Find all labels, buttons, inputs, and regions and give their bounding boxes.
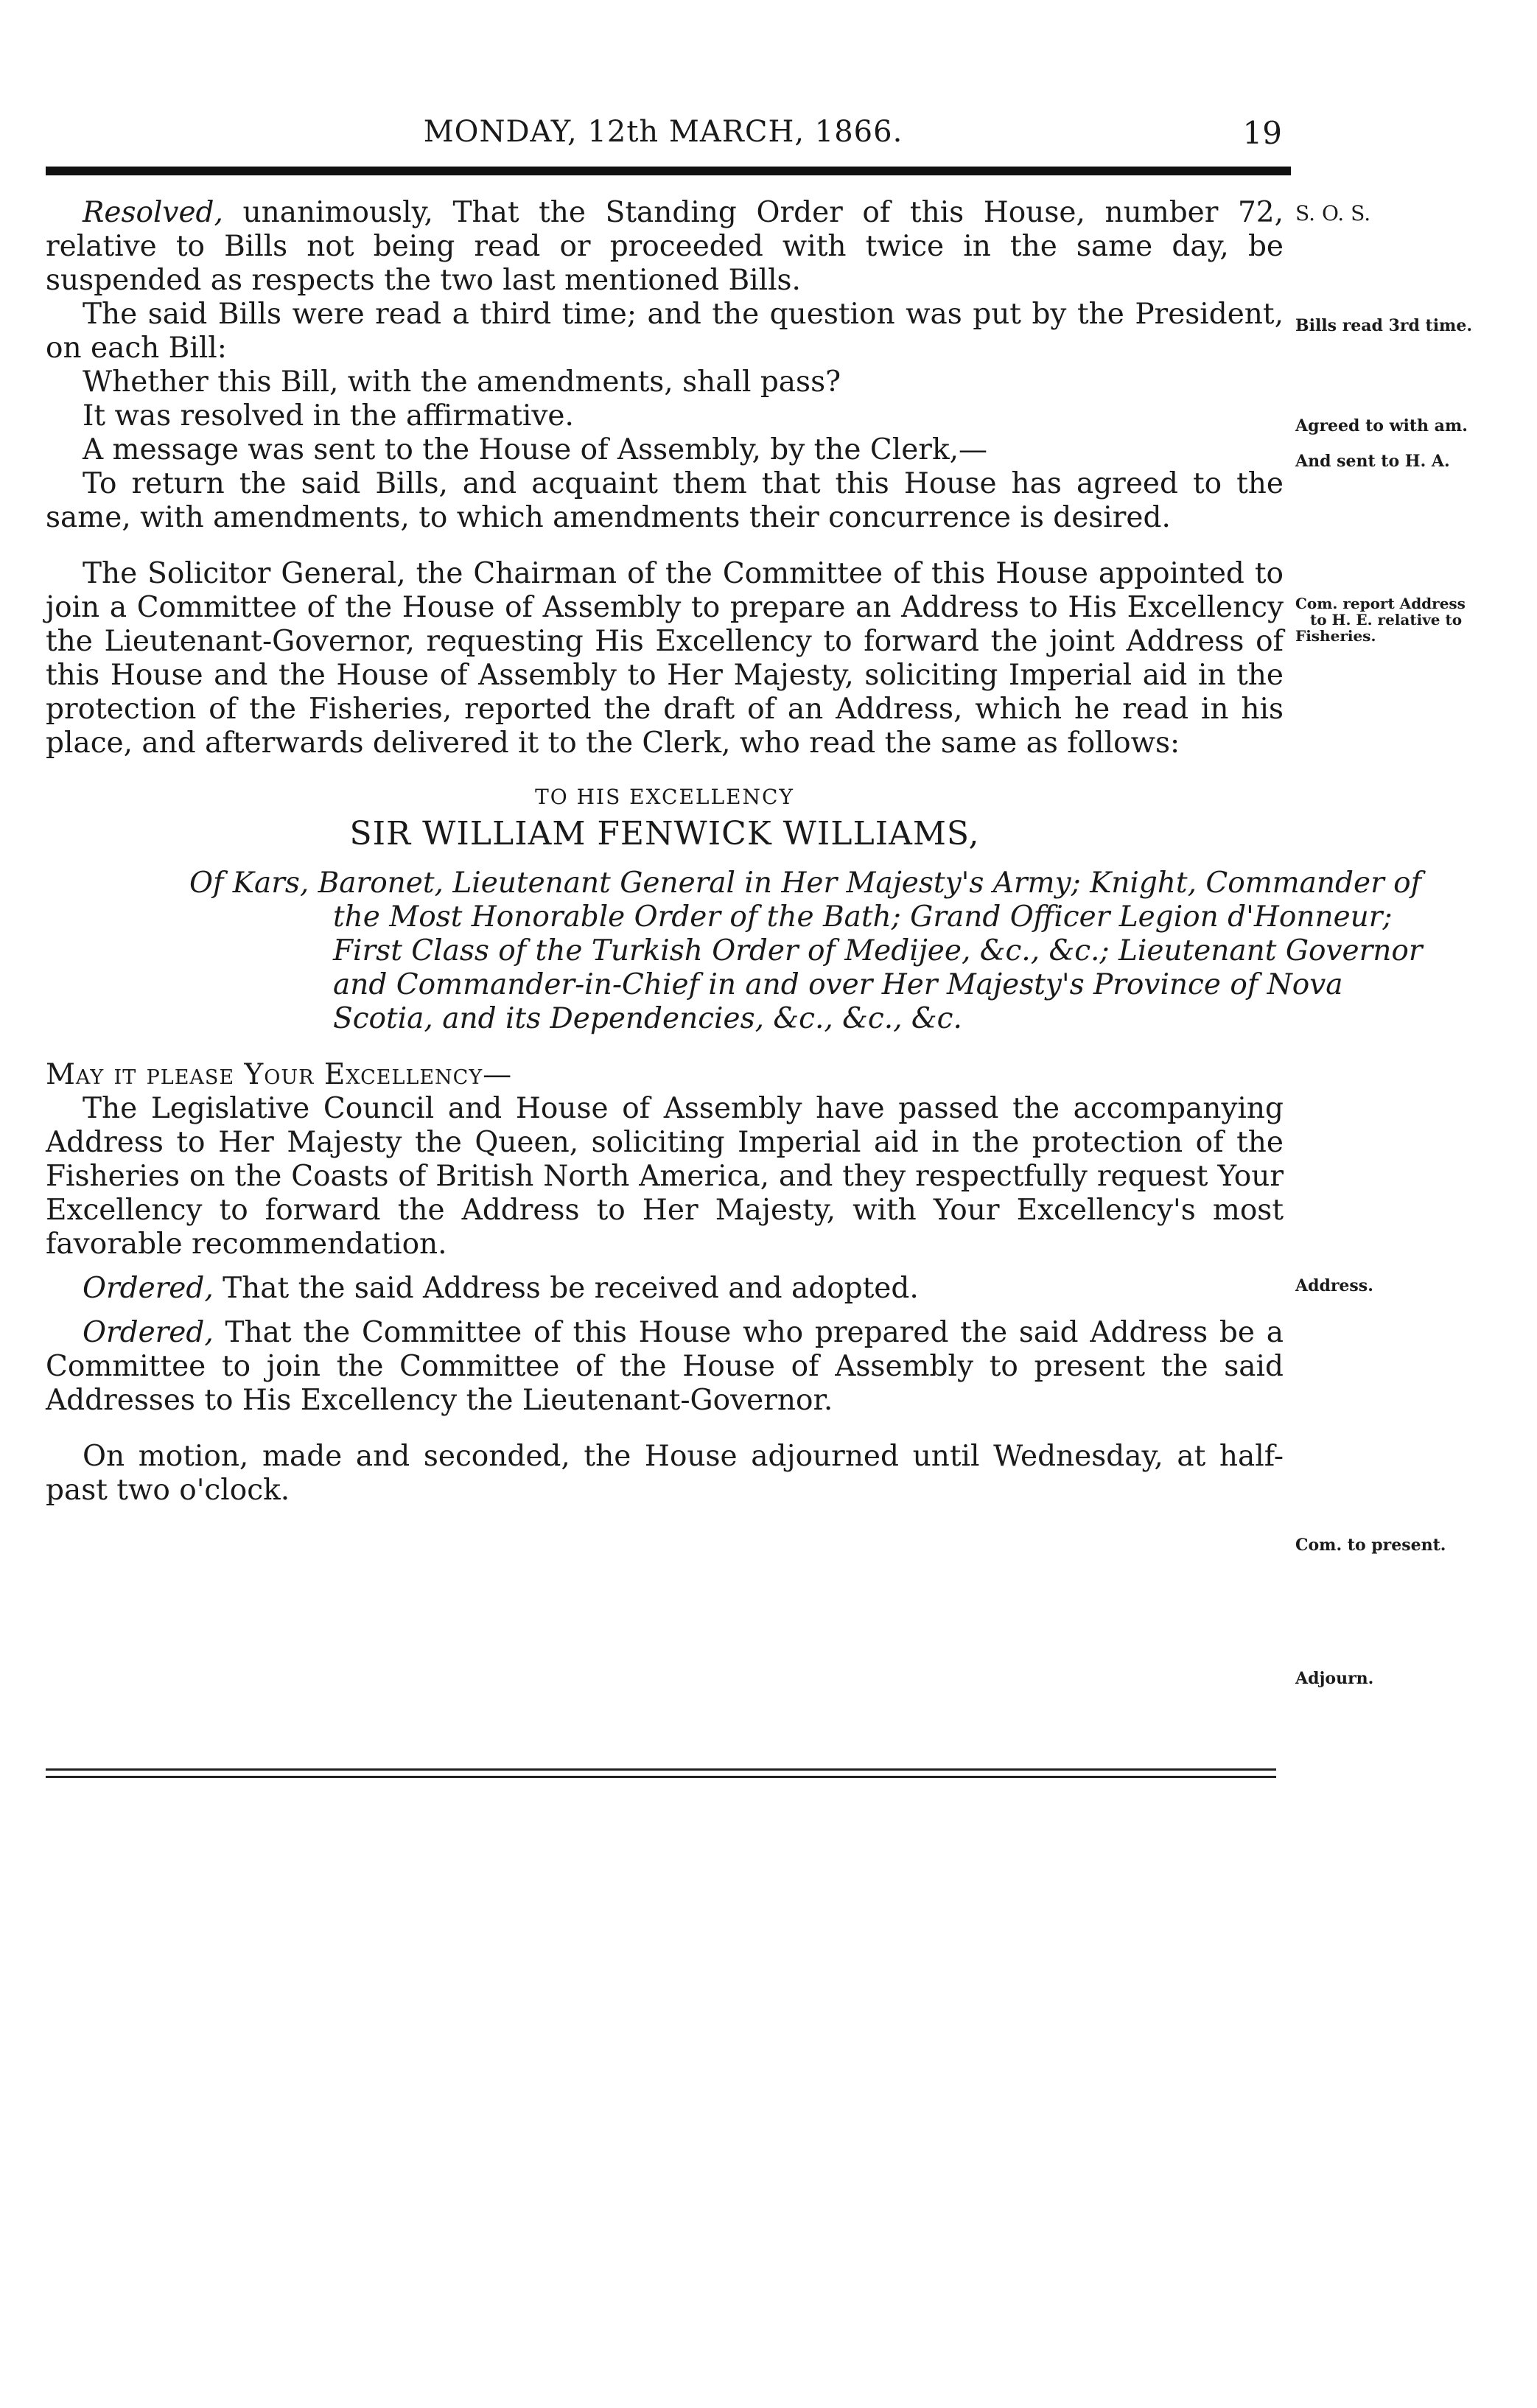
paragraph-message: A message was sent to the House of Assembly, by the Clerk,— (83, 433, 987, 466)
margin-note-com-report (1295, 595, 1466, 644)
spacer (46, 760, 1284, 783)
paragraph-address-body: The Legislative Council and House of Assembly have passed the accompanying Address to Her Majesty the Queen, soliciting Imperial aid in the protection of the Fisheries on the Coasts of British North America, and they respectfully request Your Excellency to forward the Address to Her Majesty, with Your Excellency's most favorable recommendation. (46, 1092, 1284, 1261)
salutation: May it please Your Excellency— (46, 1058, 513, 1091)
paragraph-text: That the said Address be received and adopted. (213, 1272, 919, 1305)
margin-note-adjourn: Adjourn. (1295, 1669, 1374, 1688)
paragraph-text: That the Committee of this House who prepared the said Address be a Committee to join the Committee of the House of Assembly to present the said Addresses to His Excellency the Lieutenant-Governor. (46, 1316, 1284, 1417)
paragraph-third-reading: The said Bills were read a third time; and the question was put by the President, on each Bill: (46, 298, 1284, 365)
paragraph-question: Whether this Bill, with the amendments, shall pass? (83, 365, 841, 399)
paragraph-return-bills: To return the said Bills, and acquaint them that this House has agreed to the same, with amendments, to which amendments their concurrence is desired. (46, 467, 1284, 534)
paragraph-lead: Ordered, (83, 1272, 214, 1305)
address-to: TO HIS EXCELLENCY (535, 785, 794, 809)
spacer (46, 535, 1284, 557)
paragraph-committee-report: The Solicitor General, the Chairman of the Committee of this House appointed to join a Committee of the House of Assembly to prepare an Address to His Excellency the Lieutenant-Governor, requesting His Excellency to forward the joint Address of this House and the House of Assembly to Her Majesty, soliciting Imperial aid in the protection of the Fisheries, reported the draft of an Address, which he read in his place, and afterwards delivered it to the Clerk, who read the same as follows: (46, 557, 1284, 760)
margin-note-line: Com. report Address (1295, 595, 1466, 612)
paragraph-lead: Resolved, (83, 196, 223, 229)
spacer (46, 856, 1284, 867)
address-titles: Of Kars, Baronet, Lieutenant General in Her Majesty's Army; Knight, Commander of the Most Honorable Order of the Bath; Grand Officer Legion d'Honneur; First Class of the Turkish Order of Medijee, &c., &c.; Lieutenant Governor and Commander-in-Chief in and over Her Majesty's Province of Nova Scotia, and its Dependencies, &c., &c., &c. (189, 867, 1423, 1035)
address-name: SIR WILLIAM FENWICK WILLIAMS, (349, 815, 980, 853)
margin-note-address: Address. (1295, 1276, 1373, 1295)
margin-note-bills-read: Bills read 3rd time. (1295, 316, 1472, 335)
paragraph-text: unanimously, That the Standing Order of this House, number 72, relative to Bills not being read or proceeded with twice in the same day, be suspended as respects the two last mentioned Bills. (46, 196, 1284, 297)
margin-note-line: Fisheries. (1295, 627, 1376, 645)
margin-note-sent: And sent to H. A. (1295, 452, 1450, 471)
spacer (46, 1418, 1284, 1440)
paragraph-adjourn: On motion, made and seconded, the House adjourned until Wednesday, at half-past two o'clock. (46, 1440, 1284, 1507)
margin-note-sos: S. O. S. (1295, 201, 1371, 225)
margin-note-agreed: Agreed to with am. (1295, 416, 1468, 435)
margin-note-line: to H. E. relative to (1310, 611, 1463, 629)
paragraph-ordered-committee (46, 1316, 1284, 1418)
spacer (46, 1261, 1284, 1272)
margin-note-com-present: Com. to present. (1295, 1536, 1446, 1555)
paragraph-ordered-adopted (46, 1272, 1284, 1306)
footer-rule-bottom (46, 1776, 1276, 1778)
paragraph-lead: Ordered, (83, 1316, 214, 1349)
spacer (46, 1306, 1284, 1316)
header-rule (46, 167, 1291, 175)
paragraph-affirmative: It was resolved in the affirmative. (83, 399, 574, 433)
footer-rule-top (46, 1768, 1276, 1771)
spacer (46, 1036, 1284, 1058)
paragraph-resolved (46, 196, 1284, 298)
header-title: MONDAY, 12th MARCH, 1866. (423, 115, 903, 149)
page-number: 19 (1242, 115, 1282, 151)
page-header (44, 115, 1282, 159)
